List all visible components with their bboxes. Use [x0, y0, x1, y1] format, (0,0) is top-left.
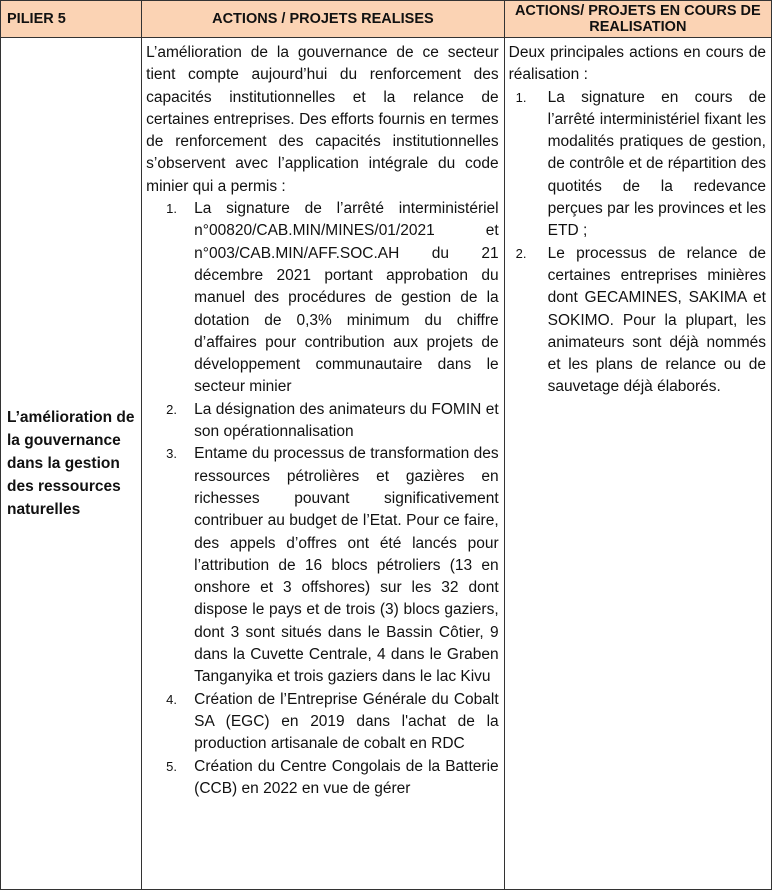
realised-cell: [142, 38, 504, 890]
list-item: [509, 87, 766, 243]
list-item: [146, 399, 498, 444]
list-item: [146, 198, 498, 399]
ongoing-list: [509, 87, 766, 399]
list-number: 2.: [515, 245, 527, 261]
realised-intro: L’amélioration de la gouvernance de ce secteur tient compte aujourd’hui du renforcement des capacités institutionnelles et la relance de certaines entreprises. Des efforts fournis en termes de renforcement des capacités institutionnelles s’observent avec l’application intégrale du code minier qui a permis :: [146, 44, 499, 195]
pillar-title: L’amélioration de la gouvernance dans la gestion des ressources naturelles: [7, 409, 135, 518]
list-number: 1.: [166, 201, 178, 217]
pillar-title-cell: [1, 38, 142, 890]
list-item: [146, 443, 498, 688]
list-item: [509, 243, 766, 399]
header-actions-realised: ACTIONS / PROJETS REALISES: [142, 1, 504, 38]
list-number: 4.: [166, 691, 178, 707]
list-number: 5.: [166, 758, 178, 774]
list-number: 1.: [515, 89, 527, 105]
list-number: 3.: [166, 446, 178, 462]
list-item: [146, 689, 498, 756]
list-text: Entame du processus de transformation des ressources pétrolières et gazières en richesses pouvant significativement contribuer au budget de l’Etat. Pour ce faire, des appels d’offres ont été lancés pour l’attribution de 16 blocs pétroliers (13 en onshore et 3 offshores) sur les 32 dont dispose le pays et de trois (3) blocs gaziers, dont 3 sont situés dans le Bassin Côtier, 9 dans la Cuvette Centrale, 4 dans le Graben Tanganyika et trois gaziers dans le lac Kivu: [194, 445, 499, 686]
header-pilier: PILIER 5: [1, 1, 142, 38]
list-text: Création de l’Entreprise Générale du Cobalt SA (EGC) en 2019 dans l'achat de la production artisanale de cobalt en RDC: [194, 690, 499, 753]
list-item: [146, 756, 498, 801]
list-number: 2.: [166, 401, 178, 417]
list-text: La signature de l’arrêté interministériel n°00820/CAB.MIN/MINES/01/2021 et n°003/CAB.MIN/AFF.SOC.AH du 21 décembre 2021 portant approbation du manuel des procédures de gestion de la dotation de 0,3% minimum du chiffre d’affaires pour contribution aux projets de développement communautaire dans le secteur minier: [194, 200, 499, 396]
header-row: [1, 1, 772, 38]
header-actions-ongoing: ACTIONS/ PROJETS EN COURS DE REALISATION: [504, 1, 771, 38]
list-text: Le processus de relance de certaines entreprises minières dont GECAMINES, SAKIMA et SOKIMO. Pour la plupart, les animateurs sont déjà nommés et les plans de relance ou de sauvetage déjà élaborés.: [547, 244, 766, 396]
ongoing-intro: Deux principales actions en cours de réalisation :: [508, 44, 766, 84]
realised-list: [146, 198, 498, 800]
pillar-row: [1, 38, 772, 890]
list-text: La désignation des animateurs du FOMIN et son opérationnalisation: [194, 400, 499, 441]
list-text: La signature en cours de l’arrêté interministériel fixant les modalités pratiques de gestion, de contrôle et de répartition des quotités de la redevance perçues par les provinces et les ETD ;: [547, 88, 766, 240]
ongoing-cell: [504, 38, 771, 890]
list-text: Création du Centre Congolais de la Batterie (CCB) en 2022 en vue de gérer: [194, 757, 499, 797]
